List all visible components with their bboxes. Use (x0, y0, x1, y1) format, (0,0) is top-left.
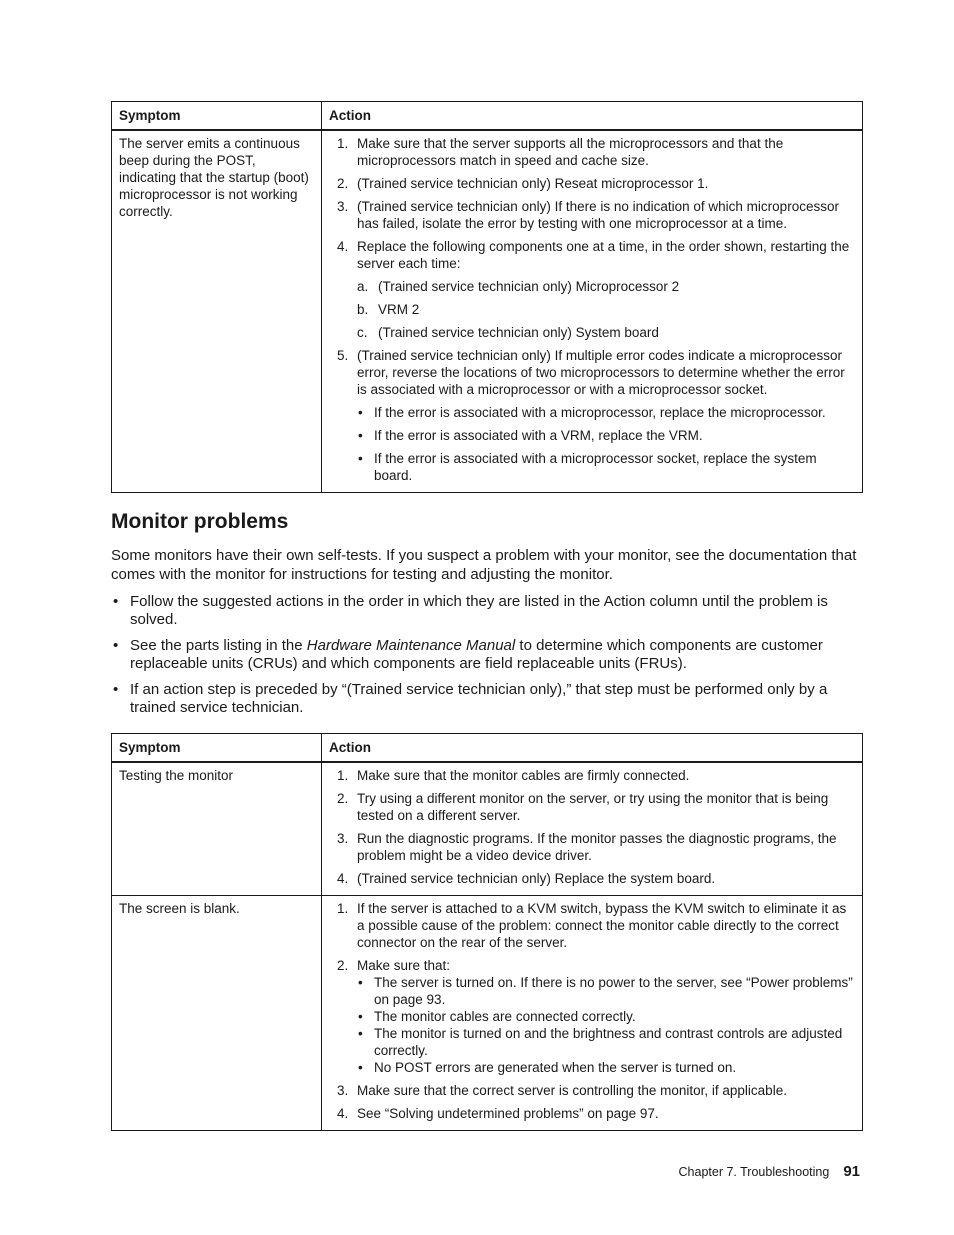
bullet-icon: • (358, 975, 363, 990)
bullet-list (357, 974, 854, 1076)
list-item: • The monitor is turned on and the brightness and contrast controls are adjusted correctly. (358, 1026, 843, 1058)
list-item: • No POST errors are generated when the server is turned on. (358, 1060, 737, 1075)
bullet-icon: • (113, 593, 119, 610)
microprocessor-problems-table (111, 101, 863, 493)
action-step: 4. See “Solving undetermined problems” on page 97. (337, 1106, 659, 1121)
symptom-header: Symptom (112, 102, 322, 131)
action-step: 1. If the server is attached to a KVM switch, bypass the KVM switch to eliminate it as a possible cause of the problem: connect the monitor cable directly to the correct connector on the rear of the server. (337, 901, 847, 950)
table-header-row (112, 102, 863, 131)
list-item: • If the error is associated with a microprocessor socket, replace the system board. (358, 451, 817, 483)
page-number: 91 (843, 1163, 860, 1180)
action-steps (332, 135, 854, 484)
list-item: c. (Trained service technician only) System board (357, 325, 659, 340)
table-row (112, 896, 863, 1131)
action-step: 3. Run the diagnostic programs. If the monitor passes the diagnostic programs, the problem might be a video device driver. (337, 831, 837, 863)
action-step: 4. Replace the following components one at a time, in the order shown, restarting the server each time: a. (Trained service technician only) Microprocessor 2 b. VRM 2 c. (Trained service technician only) System board (332, 238, 854, 341)
bullet-icon: • (358, 451, 363, 466)
list-item: • If the error is associated with a VRM, replace the VRM. (358, 428, 703, 443)
section-title: Monitor problems (111, 510, 289, 533)
action-step: 2. (Trained service technician only) Reseat microprocessor 1. (337, 176, 709, 191)
table-header-row (112, 734, 863, 763)
chapter-label: Chapter 7. Troubleshooting (678, 1165, 830, 1179)
list-item: • Follow the suggested actions in the order in which they are listed in the Action column until the problem is solved. (113, 593, 828, 628)
list-item: a. (Trained service technician only) Microprocessor 2 (357, 279, 680, 294)
table-row (112, 762, 863, 896)
action-cell (322, 130, 863, 493)
bullet-icon: • (358, 1009, 363, 1024)
action-cell (322, 762, 863, 896)
action-step: 3. Make sure that the correct server is controlling the monitor, if applicable. (337, 1083, 787, 1098)
symptom-cell: Testing the monitor (112, 762, 322, 896)
action-steps (332, 900, 854, 1122)
list-item: • If an action step is preceded by “(Trained service technician only),” that step must be performed only by a trained service technician. (113, 681, 828, 716)
page-footer (679, 1163, 860, 1180)
action-step: 2. Try using a different monitor on the server, or try using the monitor that is being tested on a different server. (337, 791, 829, 823)
action-step: 2. Make sure that: • The server is turned on. If there is no power to the server, see “Power problems” on page 93. • The monitor cables are connected correctly. • The monitor is turned on and the brightness and contrast controls are adjusted correctly. • No POST errors are generated when the server is turned on. (337, 958, 853, 1075)
action-step: 5. (Trained service technician only) If multiple error codes indicate a microprocessor error, reverse the locations of two microprocessors to determine whether the error is associated with a microprocessor or with a microprocessor socket. • If the error is associated with a microprocessor, replace the microprocessor. • If the error is associated with a VRM, replace the VRM. • If the error is associated with a microprocessor socket, replace the system board. (332, 347, 854, 484)
monitor-problems-table (111, 733, 863, 1131)
bullet-icon: • (113, 681, 119, 698)
action-step: 3. (Trained service technician only) If there is no indication of which microprocessor has failed, isolate the error by testing with one microprocessor at a time. (337, 199, 839, 231)
symptom-cell: The server emits a continuous beep during the POST, indicating that the startup (boot) microprocessor is not working correctly. (112, 130, 322, 493)
action-header: Action (322, 102, 863, 131)
action-step: 1. Make sure that the server supports all the microprocessors and that the microprocessors match in speed and cache size. (337, 136, 784, 168)
list-item: • The monitor cables are connected correctly. (358, 1009, 636, 1024)
action-header: Action (322, 734, 863, 763)
action-steps (332, 767, 854, 887)
list-item: • The server is turned on. If there is no power to the server, see “Power problems” on page 93. (358, 975, 853, 1007)
table-row (112, 130, 863, 493)
bullet-icon: • (358, 1060, 363, 1075)
action-step: 4. (Trained service technician only) Replace the system board. (337, 871, 716, 886)
intro-paragraph: Some monitors have their own self-tests. If you suspect a problem with your monitor, see the documentation that comes with the monitor for instructions for testing and adjusting the monitor. (111, 547, 857, 583)
symptom-header: Symptom (112, 734, 322, 763)
component-list (357, 278, 854, 341)
bullet-icon: • (358, 428, 363, 443)
list-item: • If the error is associated with a microprocessor, replace the microprocessor. (358, 405, 826, 420)
bullet-icon: • (358, 405, 363, 420)
symptom-cell: The screen is blank. (112, 896, 322, 1131)
manual-title: Hardware Maintenance Manual (306, 637, 516, 654)
list-item: • See the parts listing in the Hardware Maintenance Manual to determine which components are customer replaceable units (CRUs) and which components are field replaceable units (FRUs). (113, 637, 823, 672)
bullet-icon: • (113, 637, 119, 654)
action-cell (322, 896, 863, 1131)
bullet-list (357, 404, 854, 484)
action-step: 1. Make sure that the monitor cables are firmly connected. (337, 768, 690, 783)
list-item: b. VRM 2 (357, 302, 420, 317)
bullet-icon: • (358, 1026, 363, 1041)
tips-list (111, 593, 866, 725)
